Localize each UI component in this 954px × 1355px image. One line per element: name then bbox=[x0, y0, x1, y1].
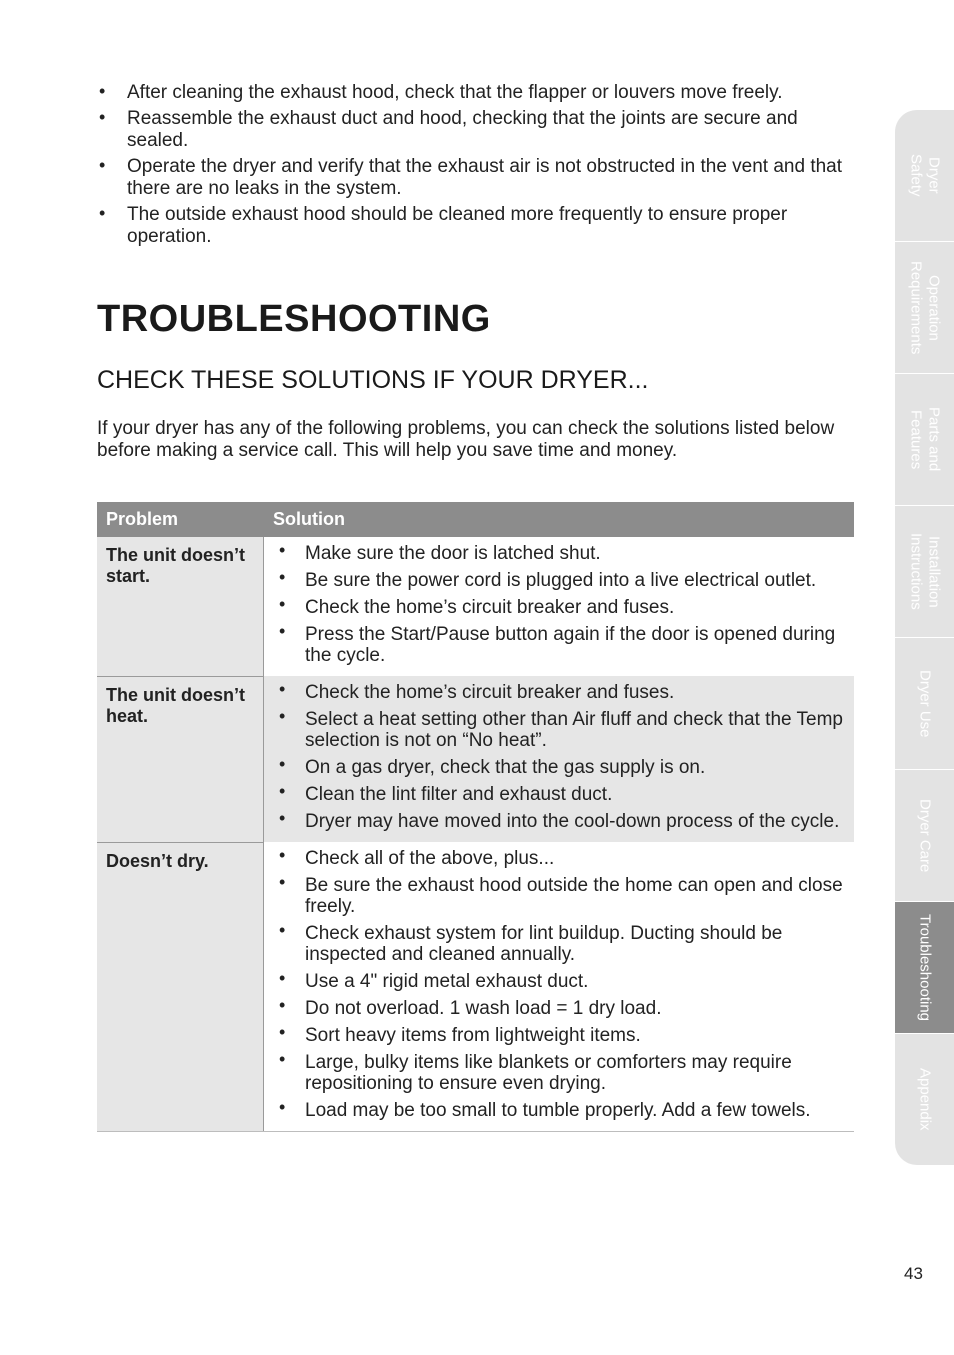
tab-label: Troubleshooting bbox=[916, 913, 934, 1021]
top-bullet-list bbox=[97, 82, 857, 252]
tab-troubleshooting[interactable] bbox=[895, 902, 954, 1034]
solution-item: • Dryer may have moved into the cool-down process of the cycle. bbox=[274, 811, 844, 832]
solution-item: • On a gas dryer, check that the gas supply is on. bbox=[274, 757, 844, 778]
table-row bbox=[97, 676, 854, 842]
tab-label: Dryer Care bbox=[916, 798, 934, 873]
solution-item: • Clean the lint filter and exhaust duct. bbox=[274, 784, 844, 805]
problem-cell: Doesn’t dry. bbox=[97, 842, 264, 1131]
bullet-item: • Reassemble the exhaust duct and hood, checking that the joints are secure and sealed. bbox=[97, 108, 857, 152]
tab-operation-requirements[interactable] bbox=[895, 242, 954, 374]
solution-cell bbox=[264, 842, 854, 1131]
tab-label: Appendix bbox=[916, 1068, 934, 1131]
tab-label: Parts and Features bbox=[907, 407, 943, 472]
section-subtitle: CHECK THESE SOLUTIONS IF YOUR DRYER... bbox=[97, 366, 649, 394]
header-solution: Solution bbox=[273, 509, 345, 529]
solution-item: • Be sure the exhaust hood outside the home can open and close freely. bbox=[274, 875, 844, 917]
tab-dryer-use[interactable] bbox=[895, 638, 954, 770]
tab-appendix[interactable] bbox=[895, 1034, 954, 1165]
solution-item: • Press the Start/Pause button again if the door is opened during the cycle. bbox=[274, 624, 844, 666]
solution-item: • Be sure the power cord is plugged into a live electrical outlet. bbox=[274, 570, 844, 591]
page-title: TROUBLESHOOTING bbox=[97, 298, 491, 340]
tab-label: Operation Requirements bbox=[907, 260, 943, 355]
solution-item: • Check the home’s circuit breaker and fuses. bbox=[274, 597, 844, 618]
problem-cell: The unit doesn’t heat. bbox=[97, 676, 264, 842]
table-row bbox=[97, 842, 854, 1131]
solution-item: • Use a 4" rigid metal exhaust duct. bbox=[274, 971, 844, 992]
table-row bbox=[97, 537, 854, 676]
intro-paragraph: If your dryer has any of the following problems, you can check the solutions listed below before making a service call. This will help you save time and money. bbox=[97, 418, 835, 461]
solution-cell bbox=[264, 676, 854, 842]
solution-item: • Large, bulky items like blankets or comforters may require repositioning to ensure even drying. bbox=[274, 1052, 844, 1094]
solution-item: • Check the home’s circuit breaker and fuses. bbox=[274, 682, 844, 703]
solution-item: • Check exhaust system for lint buildup. Ducting should be inspected and cleaned annually. bbox=[274, 923, 844, 965]
tab-label: Dryer Use bbox=[916, 669, 934, 738]
tab-label: Installation Instructions bbox=[907, 533, 943, 610]
bullet-item: • Operate the dryer and verify that the exhaust air is not obstructed in the vent and that there are no leaks in the system. bbox=[97, 156, 857, 200]
solution-item: • Do not overload. 1 wash load = 1 dry load. bbox=[274, 998, 844, 1019]
bullet-item: • After cleaning the exhaust hood, check that the flapper or louvers move freely. bbox=[97, 82, 857, 104]
solution-item: • Load may be too small to tumble properly. Add a few towels. bbox=[274, 1100, 844, 1121]
table-header bbox=[97, 502, 854, 537]
problem-cell: The unit doesn’t start. bbox=[97, 537, 264, 676]
bullet-item: • The outside exhaust hood should be cleaned more frequently to ensure proper operation. bbox=[97, 204, 857, 248]
tab-dryer-care[interactable] bbox=[895, 770, 954, 902]
solution-item: • Sort heavy items from lightweight items. bbox=[274, 1025, 844, 1046]
solution-item: • Select a heat setting other than Air fluff and check that the Temp selection is not on “No heat”. bbox=[274, 709, 844, 751]
tab-parts-and-features[interactable] bbox=[895, 374, 954, 506]
header-problem: Problem bbox=[106, 509, 179, 529]
solution-item: • Check all of the above, plus... bbox=[274, 848, 844, 869]
troubleshooting-table bbox=[97, 502, 854, 1132]
page-number: 43 bbox=[904, 1264, 923, 1283]
tab-dryer-safety[interactable] bbox=[895, 110, 954, 242]
solution-cell bbox=[264, 537, 854, 676]
tab-label: Dryer Safety bbox=[907, 154, 943, 197]
tab-installation-instructions[interactable] bbox=[895, 506, 954, 638]
solution-item: • Make sure the door is latched shut. bbox=[274, 543, 844, 564]
section-tabs bbox=[895, 110, 954, 1165]
